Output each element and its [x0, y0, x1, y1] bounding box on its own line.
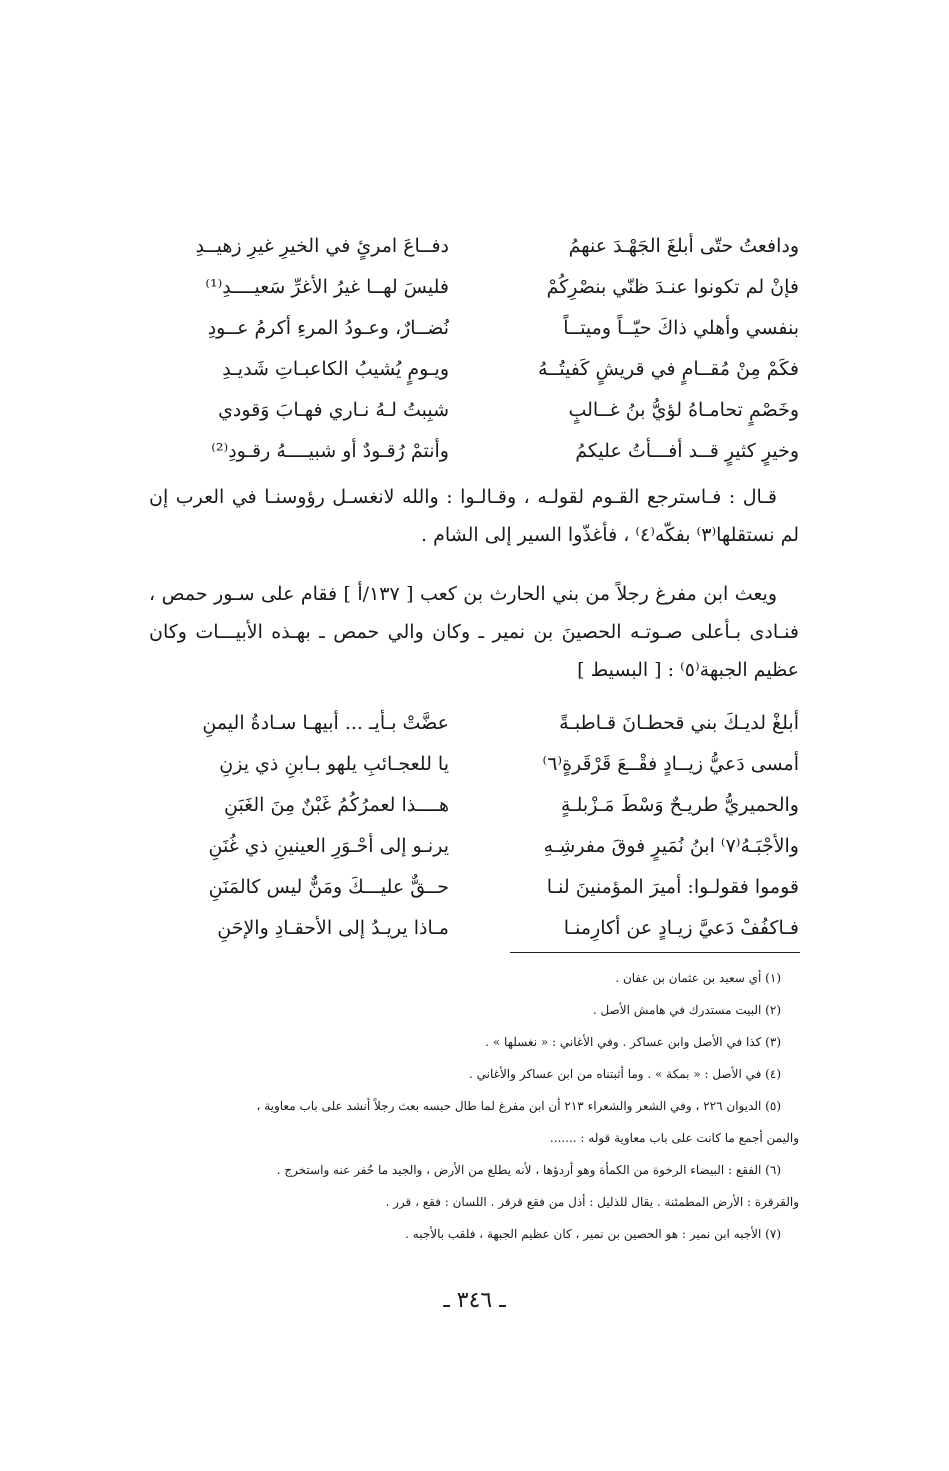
verse-line: [159, 307, 799, 348]
verse-line: [159, 225, 799, 266]
footnotes: [139, 962, 799, 1250]
verse-first-hemistich: فـاكفُفْ دَعيَّ زيـادٍ عن أكارِمنـا: [563, 916, 799, 939]
verse-second-hemistich: نُضــارٌ، وعـودُ المرءِ أكرمُ عــودِ: [207, 316, 449, 339]
verse-first-hemistich: والأجْبَـهُ⁽٧⁾ ابنُ نُمَيرٍ فوقَ مفرشِـهِ: [543, 834, 799, 857]
verse-line: [159, 825, 799, 866]
verse-line: [159, 866, 799, 907]
verse-first-hemistich: والحميريُّ طريـحٌ وَسْطَ مَـزْبلـةٍ: [560, 793, 799, 816]
verse-line: [159, 389, 799, 430]
footnote-continuation: والقرقرة : الأرض المطمئنة . يقال للذليل : أذل من فقع قرقر . اللسان : فقع ، قرر .: [385, 1195, 799, 1209]
verse-second-hemistich: يرنـو إلى أحْـوَرِ العينينِ ذي غُنَنِ: [208, 834, 449, 857]
verse-second-hemistich: ويـومٍ يُشيبُ الكاعبـاتِ شَديـدِ: [222, 357, 449, 380]
verse-line: [159, 784, 799, 825]
footnote: (٦) الفقع : البيضاء الرخوة من الكمأة وهو أردؤها ، لأنه يطلع من الأرض ، والجيد ما حُفر عنه واستخرج .: [276, 1163, 781, 1177]
verse-line: [159, 743, 799, 784]
verse-first-hemistich: فإنْ لم تكونوا عنـدَ ظنّي بنصْرِكُمْ: [546, 275, 799, 298]
verse-second-hemistich: هــــذا لعمرُكُمُ غَبْنٌ مِنَ الغَبَنِ: [223, 793, 449, 816]
verse-second-hemistich: مـاذا يريـدُ إلى الأحقـادِ والإحَنِ: [217, 916, 449, 939]
verse-first-hemistich: وخَصْمٍ تحامـاهُ لؤيُّ بنُ غــالبٍ: [568, 398, 799, 421]
verse-first-hemistich: بنفسي وأهلي ذاكَ حيّــاً وميتــاً: [563, 316, 799, 339]
footnote: (٣) كذا في الأصل وابن عساكر . وفي الأغاني : « نغسلها » .: [485, 1035, 781, 1049]
verse-second-hemistich: فليسَ لهــا غيرُ الأغرِّ سَعيــــدِ⁽¹⁾: [205, 275, 449, 298]
poem-block-1: [159, 225, 799, 471]
prose-paragraph-2: ويعث ابن مفرغ رجلاً من بني الحارث بن كعب [ ١٣٧/أ ] فقام على سـور حمص ، فنـادى بـأعلى صـوتـه الحصينَ بن نمير ـ وكان والي حمص ـ بهـذه الأبيـــات وكان عظيم الجبهة⁽٥⁾ : [ البسيط ]: [149, 583, 799, 681]
verse-first-hemistich: قوموا فقولـوا: أميرَ المؤمنينَ لنـا: [546, 875, 799, 898]
verse-first-hemistich: ودافعتُ حتّى أبلغَ الجَهْـدَ عنهمُ: [568, 234, 799, 257]
verse-first-hemistich: أبلغْ لديـكَ بني قحطـانَ قـاطبـةً: [559, 711, 799, 734]
footnote-divider: [510, 952, 800, 953]
verse-first-hemistich: أمسى دَعيُّ زيــادٍ فقْــعَ قَرْقَرةٍ⁽٦⁾: [542, 752, 799, 775]
verse-second-hemistich: عضَّتْ بـأيـ ... أبيهـا سـادةُ اليمنِ: [202, 711, 449, 734]
verse-second-hemistich: حــقٌّ عليـــكَ ومَنٌّ ليس كالمَنَنِ: [208, 875, 449, 898]
verse-line: [159, 348, 799, 389]
footnote: (٤) في الأصل : « بمكة » . وما أثبتناه من ابن عساكر والأغاني .: [469, 1067, 781, 1081]
footnote: (٢) البيت مستدرك في هامش الأصل .: [592, 1003, 781, 1017]
footnote-continuation: واليمن أجمع ما كانت على باب معاوية قوله : .......: [549, 1131, 799, 1145]
page-number: ـ ٣٤٦ ـ: [443, 1288, 506, 1313]
verse-line: [159, 266, 799, 307]
verse-line: [159, 430, 799, 471]
verse-second-hemistich: دفــاعَ امرئٍ في الخيرِ غيرِ زهيــدِ: [195, 234, 449, 257]
verse-first-hemistich: فكَمْ مِنْ مُقــامٍ في قريشٍ كَفيتُــهُ: [538, 357, 799, 380]
verse-second-hemistich: شبِبتُ لـهُ نـاري فهـابَ وَقودي: [218, 398, 449, 421]
prose-paragraph-1: قـال : فـاسترجع القـوم لقولـه ، وقـالـوا : والله لانغسـل رؤوسنـا في العرب إن لم نستقلها⁽٣⁾ بفكّه⁽٤⁾ ، فأغذّوا السير إلى الشام .: [149, 486, 799, 546]
verse-first-hemistich: وخيرٍ كثيرٍ قــد أفـــأتُ عليكمُ: [575, 439, 799, 462]
verse-line: [159, 702, 799, 743]
verse-line: [159, 907, 799, 948]
footnote: (٧) الأجبه ابن نمير : هو الحصين بن نمير ، كان عظيم الجبهة ، فلقب بالأجبه .: [405, 1227, 781, 1241]
verse-second-hemistich: وأنتمْ رُقـودٌ أو شبيــــهُ رقـودِ⁽²⁾: [211, 439, 449, 462]
footnote: (١) أي سعيد بن عثمان بن عفان .: [615, 971, 781, 985]
footnote: (٥) الديوان ٢٢٦ ، وفي الشعر والشعراء ٢١٣ أن ابن مفرغ لما طال حبسه بعث رجلاً أنشد على باب معاوية ،: [256, 1099, 781, 1113]
verse-second-hemistich: يا للعجـائبِ يلهو بـابنِ ذي يزنِ: [219, 752, 449, 775]
poem-block-2: [159, 702, 799, 948]
